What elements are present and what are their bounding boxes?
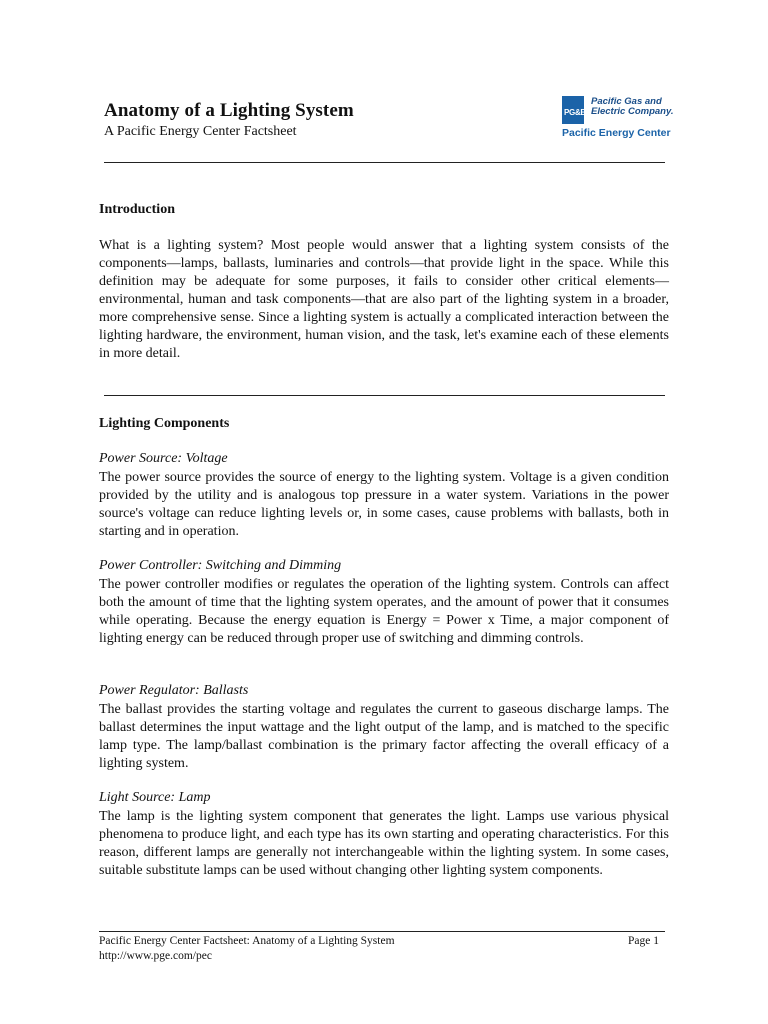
introduction-heading: Introduction xyxy=(99,202,175,217)
power-source-title: Power Source: Voltage xyxy=(99,451,228,466)
power-regulator-title: Power Regulator: Ballasts xyxy=(99,683,249,698)
light-source-body: The lamp is the lighting system component that generates the light. Lamps use various physical phenomena to produce light, and each type has its own starting and operating characteristics. For this reason, different lamps are generally not interchangeable within the lighting system. In some cases, suitable substitute lamps can be used without changing other lighting system components. xyxy=(99,809,669,878)
power-controller-body: The power controller modifies or regulates the operation of the lighting system. Controls can affect both the amount of time that the lighting system operates, and the amount of power that it consumes while operating. Because the energy equation is Energy = Power x Time, a major component of lighting energy can be reduced through proper use of switching and dimming controls. xyxy=(99,577,669,646)
footer-url-link[interactable]: http://www.pge.com/pec xyxy=(99,950,212,962)
pge-logo xyxy=(562,96,682,139)
footer-divider xyxy=(99,931,665,932)
document-subtitle: A Pacific Energy Center Factsheet xyxy=(104,124,297,139)
lighting-components-heading: Lighting Components xyxy=(99,416,230,431)
light-source-title: Light Source: Lamp xyxy=(99,790,211,805)
power-regulator-body: The ballast provides the starting voltage and regulates the current to gaseous discharge lamps. The ballast determines the input wattage and the light output of the lamp, and is matched to the specific lamp type. The lamp/ballast combination is the primary factor affecting the overall efficacy of a lighting system. xyxy=(99,702,669,771)
section-divider xyxy=(104,395,665,396)
logo-center-name: Pacific Energy Center xyxy=(562,127,671,139)
footer-page-number: Page 1 xyxy=(628,935,659,947)
logo-mark-text: PG&E xyxy=(564,108,586,117)
pge-logo-mark-icon xyxy=(562,96,584,124)
header-divider xyxy=(104,162,665,163)
footer-left xyxy=(99,934,395,964)
footer-doc-title: Pacific Energy Center Factsheet: Anatomy of a Lighting System xyxy=(99,935,395,947)
logo-company-line2: Electric Company. xyxy=(591,106,674,117)
power-source-body: The power source provides the source of energy to the lighting system. Voltage is a given condition provided by the utility and is analogous top pressure in a water system. Variations in the power source's voltage can reduce lighting levels or, in some cases, cause problems with ballasts, both in starting and in operation. xyxy=(99,470,669,539)
power-controller-title: Power Controller: Switching and Dimming xyxy=(99,558,342,573)
logo-company-name xyxy=(591,97,691,117)
logo-company-line1: Pacific Gas and xyxy=(591,96,662,107)
introduction-body: What is a lighting system? Most people would answer that a lighting system consists of the components—lamps, ballasts, luminaries and controls—that provide light in the space. While this definition may be adequate for some purposes, it fails to consider other critical elements—environmental, human and task components—that are also part of the lighting system in a broader, more comprehensive sense. Since a lighting system is actually a complicated interaction between the lighting hardware, the environment, human vision, and the task, let's examine each of these elements in more detail. xyxy=(99,238,669,361)
document-title: Anatomy of a Lighting System xyxy=(104,100,354,121)
